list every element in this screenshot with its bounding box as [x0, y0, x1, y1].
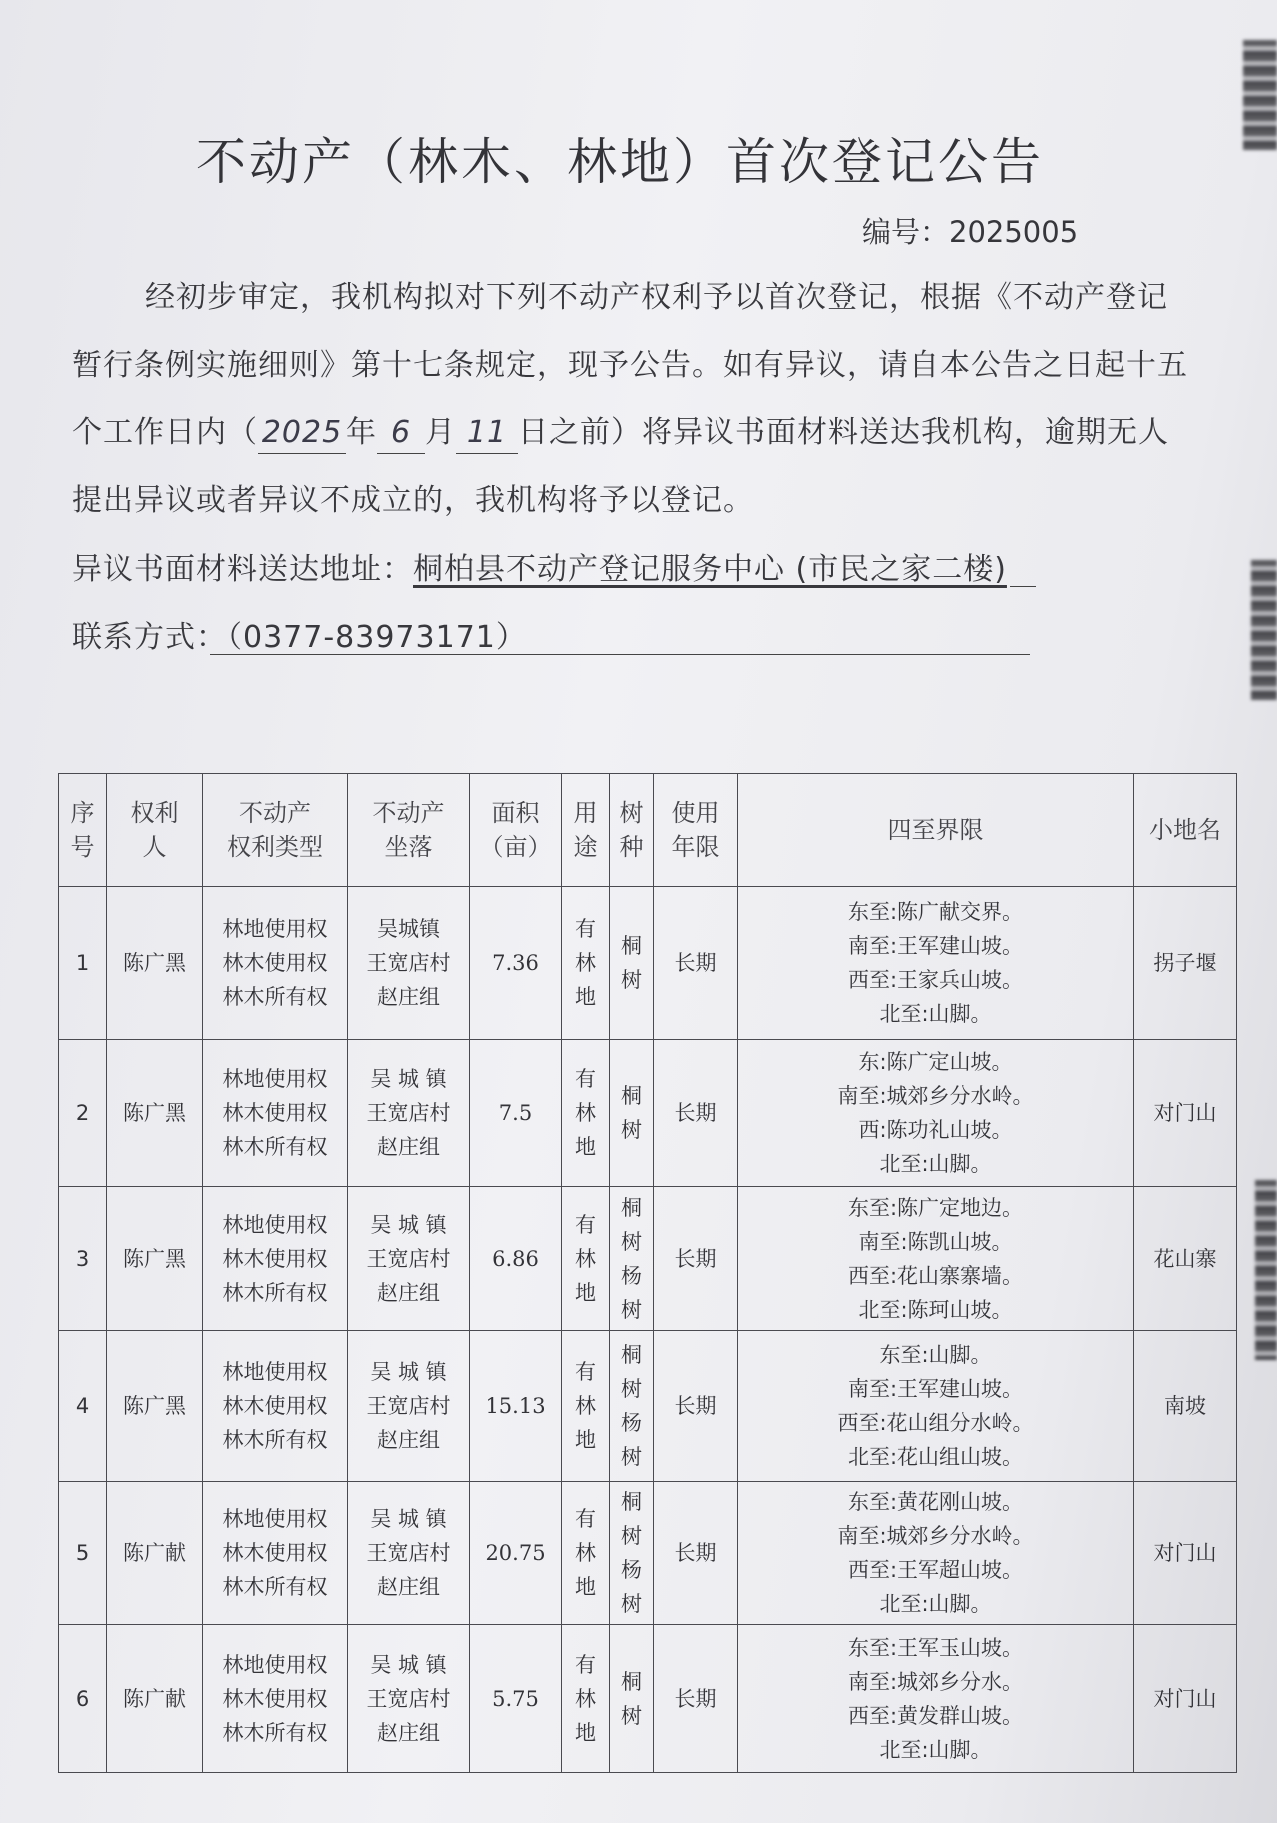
- cell-location-line: 吴 城 镇: [370, 1067, 447, 1092]
- cell-use-text: 有林地: [575, 1506, 596, 1599]
- cell-use: [562, 1187, 610, 1331]
- cell-location-line: 王宽店村: [366, 1540, 451, 1565]
- cell-seq: 3: [59, 1187, 107, 1331]
- cell-bounds: [738, 1187, 1134, 1331]
- header-bounds: 四至界限: [738, 774, 1134, 887]
- cell-seq: 1: [59, 887, 107, 1040]
- cell-term: 长期: [654, 1481, 738, 1625]
- cell-area: 7.36: [470, 887, 562, 1040]
- cell-term: 长期: [654, 1039, 738, 1187]
- serial-number: 编号：2025005: [862, 215, 1079, 249]
- cell-bounds-line: 东至:黄花刚山坡。: [847, 1489, 1024, 1514]
- cell-use: [562, 887, 610, 1040]
- address-underline-tail: [1010, 586, 1036, 587]
- cell-bounds-line: 西至:黄发群山坡。: [847, 1703, 1024, 1728]
- cell-term: 长期: [654, 887, 738, 1040]
- cell-term: 长期: [654, 1625, 738, 1773]
- cell-bounds-line: 东至:陈广定地边。: [847, 1195, 1024, 1220]
- table-row: [59, 1330, 1237, 1481]
- year-char: 年: [346, 415, 377, 450]
- cell-area: 6.86: [470, 1187, 562, 1331]
- cell-location-line: 赵庄组: [377, 1427, 440, 1452]
- cell-tree-text: 桐树: [621, 1084, 642, 1143]
- cell-right-type-line: 林地使用权: [222, 916, 328, 941]
- cell-bounds: [738, 1330, 1134, 1481]
- cell-bounds-line: 东至:陈广献交界。: [847, 899, 1024, 924]
- cell-location-line: 王宽店村: [366, 1393, 451, 1418]
- cell-use: [562, 1039, 610, 1187]
- contact-line: [72, 618, 527, 658]
- paragraph-line-3: [72, 413, 1169, 454]
- paragraph-line-3-prefix: 个工作日内（: [72, 415, 258, 450]
- cell-use: [562, 1625, 610, 1773]
- cell-location-line: 王宽店村: [366, 1686, 451, 1711]
- cell-tree-text: 桐树杨树: [621, 1195, 642, 1322]
- scan-edge-smudge: [1251, 560, 1277, 700]
- cell-use-text: 有林地: [575, 916, 596, 1009]
- cell-location: [348, 887, 470, 1040]
- cell-bounds: [738, 887, 1134, 1040]
- cell-place-name: 花山寨: [1134, 1187, 1237, 1331]
- cell-bounds-line: 南至:王军建山坡。: [847, 1376, 1024, 1401]
- cell-area: 15.13: [470, 1330, 562, 1481]
- cell-location-line: 赵庄组: [377, 1135, 440, 1160]
- cell-right-type-line: 林地使用权: [222, 1212, 328, 1237]
- cell-right-type: [203, 1625, 348, 1773]
- notice-title: 不动产（林木、林地）首次登记公告: [196, 133, 1044, 191]
- cell-bounds: [738, 1625, 1134, 1773]
- cell-bounds-line: 西至:王军超山坡。: [847, 1557, 1024, 1582]
- handwritten-day: 11: [456, 413, 518, 454]
- cell-location-line: 赵庄组: [377, 1280, 440, 1305]
- cell-bounds-line: 北至:山脚。: [879, 1152, 992, 1177]
- cell-bounds-line: 西:陈功礼山坡。: [858, 1118, 1013, 1143]
- cell-area: 5.75: [470, 1625, 562, 1773]
- cell-tree: [610, 887, 654, 1040]
- table-row: [59, 1625, 1237, 1773]
- cell-right-type-line: 林木使用权: [222, 1393, 328, 1418]
- scan-edge-smudge: [1255, 1180, 1277, 1360]
- cell-right-type-line: 林木使用权: [222, 1686, 328, 1711]
- handwritten-year: 2025: [258, 413, 346, 454]
- cell-bounds-line: 西至:花山寨寨墙。: [847, 1263, 1024, 1288]
- cell-location-line: 王宽店村: [366, 1101, 451, 1126]
- cell-location-line: 赵庄组: [377, 1720, 440, 1745]
- header-tree: 树 种: [610, 774, 654, 887]
- cell-tree: [610, 1625, 654, 1773]
- cell-right-type-line: 林木所有权: [222, 1427, 328, 1452]
- header-place-name: 小地名: [1134, 774, 1237, 887]
- cell-owner: 陈广黑: [107, 887, 203, 1040]
- cell-seq: 5: [59, 1481, 107, 1625]
- paragraph-line-2: 暂行条例实施细则》第十七条规定，现予公告。如有异议，请自本公告之日起十五: [72, 348, 1188, 383]
- cell-seq: 2: [59, 1039, 107, 1187]
- table-header-row: [59, 774, 1237, 887]
- cell-use: [562, 1330, 610, 1481]
- cell-location-line: 王宽店村: [366, 1246, 451, 1271]
- address-line: [72, 550, 1007, 590]
- cell-bounds-line: 北至:陈珂山坡。: [858, 1297, 1013, 1322]
- cell-location-line: 赵庄组: [377, 984, 440, 1009]
- cell-place-name: 南坡: [1134, 1330, 1237, 1481]
- cell-right-type-line: 林木使用权: [222, 1540, 328, 1565]
- cell-owner: 陈广黑: [107, 1330, 203, 1481]
- table-row: [59, 887, 1237, 1040]
- cell-use-text: 有林地: [575, 1652, 596, 1745]
- registration-table: [58, 773, 1237, 1773]
- cell-location: [348, 1625, 470, 1773]
- cell-bounds-line: 北至:山脚。: [879, 1737, 992, 1762]
- cell-tree-text: 桐树: [621, 933, 642, 992]
- cell-tree: [610, 1481, 654, 1625]
- cell-bounds-line: 南至:城郊乡分水岭。: [837, 1084, 1034, 1109]
- cell-tree: [610, 1330, 654, 1481]
- paragraph-line-3-suffix: 日之前）将异议书面材料送达我机构，逾期无人: [518, 415, 1169, 450]
- cell-use: [562, 1481, 610, 1625]
- paragraph-line-4: 提出异议或者异议不成立的，我机构将予以登记。: [72, 483, 754, 518]
- cell-use-text: 有林地: [575, 1359, 596, 1452]
- cell-bounds-line: 南至:城郊乡分水。: [847, 1669, 1024, 1694]
- cell-right-type-line: 林木所有权: [222, 1135, 328, 1160]
- cell-right-type: [203, 1187, 348, 1331]
- cell-right-type: [203, 1481, 348, 1625]
- contact-label: 联系方式：: [72, 620, 227, 655]
- cell-location-line: 王宽店村: [366, 950, 451, 975]
- cell-bounds-line: 南至:王军建山坡。: [847, 933, 1024, 958]
- cell-bounds-line: 东至:山脚。: [879, 1342, 992, 1367]
- cell-owner: 陈广黑: [107, 1039, 203, 1187]
- cell-place-name: 对门山: [1134, 1481, 1237, 1625]
- header-location: 不动产 坐落: [348, 774, 470, 887]
- cell-bounds-line: 北至:花山组山坡。: [847, 1444, 1024, 1469]
- cell-tree-text: 桐树杨树: [621, 1342, 642, 1469]
- cell-right-type-line: 林木所有权: [222, 1720, 328, 1745]
- table-row: [59, 1039, 1237, 1187]
- cell-bounds-line: 西至:王家兵山坡。: [847, 967, 1024, 992]
- cell-right-type-line: 林地使用权: [222, 1067, 328, 1092]
- cell-location-line: 吴城镇: [377, 916, 440, 941]
- cell-location-line: 吴 城 镇: [370, 1212, 447, 1237]
- cell-bounds-line: 南至:陈凯山坡。: [858, 1229, 1013, 1254]
- cell-right-type: [203, 1330, 348, 1481]
- cell-right-type-line: 林地使用权: [222, 1359, 328, 1384]
- cell-right-type-line: 林木使用权: [222, 950, 328, 975]
- cell-tree-text: 桐树杨树: [621, 1489, 642, 1616]
- cell-term: 长期: [654, 1187, 738, 1331]
- address-label: 异议书面材料送达地址：: [72, 552, 413, 587]
- cell-owner: 陈广黑: [107, 1187, 203, 1331]
- cell-bounds-line: 东至:王军玉山坡。: [847, 1635, 1024, 1660]
- month-char: 月: [425, 415, 456, 450]
- cell-tree: [610, 1039, 654, 1187]
- cell-place-name: 拐子堰: [1134, 887, 1237, 1040]
- cell-location: [348, 1039, 470, 1187]
- cell-term: 长期: [654, 1330, 738, 1481]
- cell-bounds: [738, 1039, 1134, 1187]
- cell-right-type-line: 林地使用权: [222, 1506, 328, 1531]
- cell-area: 7.5: [470, 1039, 562, 1187]
- cell-bounds: [738, 1481, 1134, 1625]
- cell-area: 20.75: [470, 1481, 562, 1625]
- address-value: 桐柏县不动产登记服务中心 (市民之家二楼): [413, 552, 1007, 587]
- cell-bounds-line: 东:陈广定山坡。: [858, 1050, 1013, 1075]
- cell-use-text: 有林地: [575, 1067, 596, 1160]
- cell-right-type-line: 林地使用权: [222, 1652, 328, 1677]
- cell-location-line: 吴 城 镇: [370, 1652, 447, 1677]
- table-row: [59, 1481, 1237, 1625]
- cell-location: [348, 1481, 470, 1625]
- cell-bounds-line: 南至:城郊乡分水岭。: [837, 1523, 1034, 1548]
- scan-edge-smudge: [1243, 40, 1277, 150]
- cell-tree: [610, 1187, 654, 1331]
- handwritten-month: 6: [377, 413, 425, 454]
- cell-tree-text: 桐树: [621, 1669, 642, 1728]
- cell-seq: 4: [59, 1330, 107, 1481]
- cell-location: [348, 1330, 470, 1481]
- header-term: 使用 年限: [654, 774, 738, 887]
- cell-location-line: 赵庄组: [377, 1574, 440, 1599]
- cell-bounds-line: 北至:山脚。: [879, 1001, 992, 1026]
- cell-right-type: [203, 1039, 348, 1187]
- cell-use-text: 有林地: [575, 1212, 596, 1305]
- cell-right-type: [203, 887, 348, 1040]
- cell-place-name: 对门山: [1134, 1039, 1237, 1187]
- header-owner: 权利 人: [107, 774, 203, 887]
- cell-seq: 6: [59, 1625, 107, 1773]
- paragraph-line-1: 经初步审定，我机构拟对下列不动产权利予以首次登记，根据《不动产登记: [145, 280, 1168, 315]
- cell-right-type-line: 林木所有权: [222, 984, 328, 1009]
- header-use: 用 途: [562, 774, 610, 887]
- cell-place-name: 对门山: [1134, 1625, 1237, 1773]
- cell-owner: 陈广献: [107, 1481, 203, 1625]
- contact-value: （0377-83973171）: [227, 620, 527, 655]
- table-row: [59, 1187, 1237, 1331]
- cell-bounds-line: 西至:花山组分水岭。: [837, 1410, 1034, 1435]
- header-right-type: 不动产 权利类型: [203, 774, 348, 887]
- cell-location: [348, 1187, 470, 1331]
- cell-right-type-line: 林木使用权: [222, 1246, 328, 1271]
- cell-location-line: 吴 城 镇: [370, 1359, 447, 1384]
- header-seq: 序 号: [59, 774, 107, 887]
- cell-location-line: 吴 城 镇: [370, 1506, 447, 1531]
- cell-right-type-line: 林木所有权: [222, 1574, 328, 1599]
- cell-right-type-line: 林木使用权: [222, 1101, 328, 1126]
- cell-bounds-line: 北至:山脚。: [879, 1591, 992, 1616]
- cell-right-type-line: 林木所有权: [222, 1280, 328, 1305]
- contact-underline: [210, 654, 1030, 655]
- cell-owner: 陈广献: [107, 1625, 203, 1773]
- header-area: 面积 （亩）: [470, 774, 562, 887]
